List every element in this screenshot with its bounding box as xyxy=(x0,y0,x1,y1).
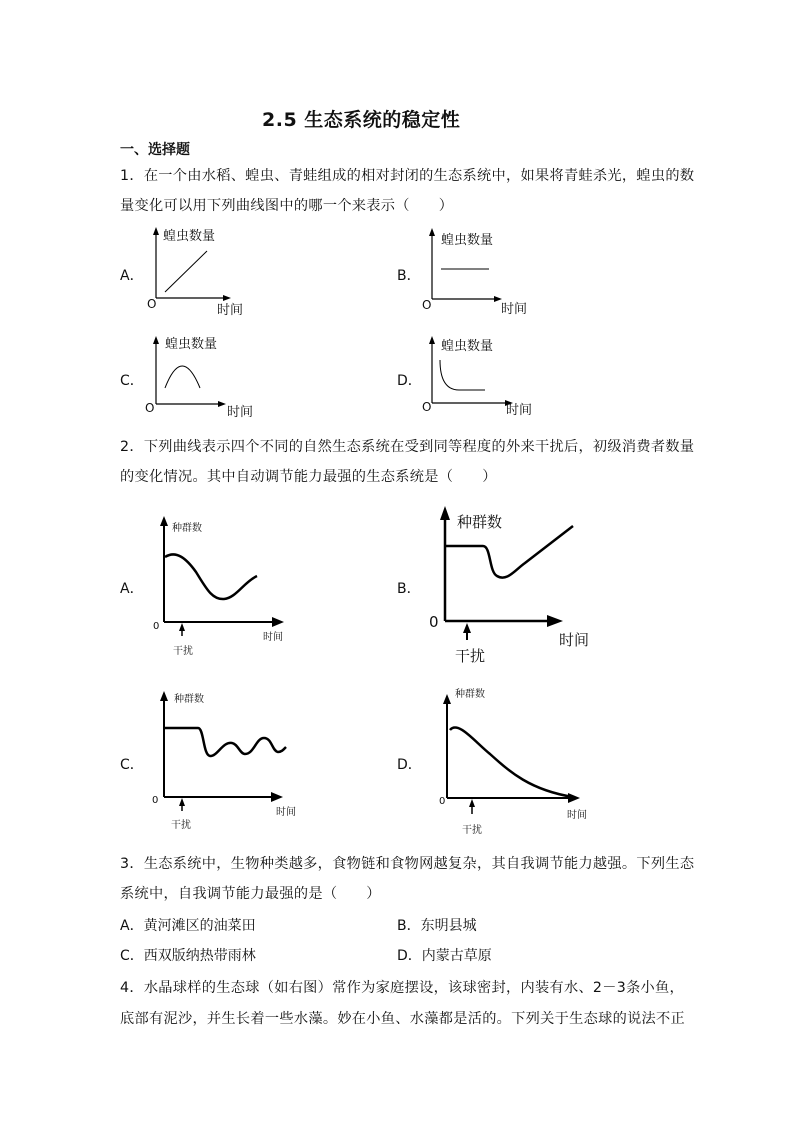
q3-text-line2: 系统中，自我调节能力最强的是（ ） xyxy=(120,886,381,902)
q2-a-curve xyxy=(165,554,257,599)
y-axis-label: 蝗虫数量 xyxy=(163,229,216,244)
q2-graph-a xyxy=(148,510,293,660)
q2-option-b-label: B． xyxy=(397,581,421,597)
q1-text-line2: 量变化可以用下列曲线图中的哪一个来表示（ ） xyxy=(120,198,454,214)
disturb-label: 干扰 xyxy=(171,820,191,831)
q2-graph-b xyxy=(425,500,605,670)
y-axis-label: 蝗虫数量 xyxy=(441,233,494,248)
x-axis-label: 时间 xyxy=(567,810,587,821)
q1-option-c-label: C． xyxy=(120,373,144,389)
q2-option-c-label: C． xyxy=(120,757,144,773)
origin-label: O xyxy=(147,297,157,311)
page-title: 2.5 生态系统的稳定性 xyxy=(262,109,461,131)
section-heading: 一、选择题 xyxy=(120,142,190,158)
q3-option-a: A．黄河滩区的油菜田 xyxy=(120,918,256,934)
q1-c-curve xyxy=(165,366,200,388)
q1-graph-c xyxy=(145,332,260,422)
x-axis-label: 时间 xyxy=(559,631,590,649)
q1-option-a-label: A． xyxy=(120,268,144,284)
x-axis-label: 时间 xyxy=(217,303,244,318)
q2-graph-c xyxy=(148,685,308,835)
x-axis-label: 时间 xyxy=(227,405,254,420)
disturb-label: 干扰 xyxy=(173,646,193,657)
q1-text-line1: 1．在一个由水稻、蝗虫、青蛙组成的相对封闭的生态系统中，如果将青蛙杀光，蝗虫的数 xyxy=(120,168,695,184)
x-axis-label: 时间 xyxy=(263,632,283,643)
y-axis-label: 种群数 xyxy=(172,523,202,534)
x-axis-label: 时间 xyxy=(501,302,528,317)
q1-a-curve xyxy=(165,251,207,292)
q3-option-c: C．西双版纳热带雨林 xyxy=(120,948,256,964)
origin-label: 0 xyxy=(439,796,446,807)
q2-text-line1: 2．下列曲线表示四个不同的自然生态系统在受到同等程度的外来干扰后，初级消费者数量 xyxy=(120,439,695,455)
disturb-label: 干扰 xyxy=(462,825,482,836)
q2-option-d-label: D． xyxy=(397,757,422,773)
y-axis-label: 蝗虫数量 xyxy=(441,339,494,354)
y-axis-label: 种群数 xyxy=(174,694,204,705)
q2-option-a-label: A． xyxy=(120,581,144,597)
q1-option-b-label: B． xyxy=(397,268,421,284)
disturb-label: 干扰 xyxy=(455,647,486,665)
y-axis-label: 种群数 xyxy=(455,689,485,700)
q1-option-d-label: D． xyxy=(397,373,422,389)
q2-c-curve xyxy=(165,728,286,756)
x-axis-label: 时间 xyxy=(276,807,296,818)
q2-d-curve xyxy=(450,727,573,797)
origin-label: 0 xyxy=(153,621,160,632)
q4-text-line1: 4．水晶球样的生态球（如右图）常作为家庭摆设，该球密封，内装有水、2－3条小鱼， xyxy=(120,980,685,996)
q2-b-curve xyxy=(446,526,573,578)
q3-text-line1: 3．生态系统中，生物种类越多，食物链和食物网越复杂，其自我调节能力越强。下列生态 xyxy=(120,856,695,872)
origin-label: O xyxy=(422,400,432,414)
q3-option-d: D．内蒙古草原 xyxy=(397,948,492,964)
q1-graph-b xyxy=(421,226,531,321)
origin-label: 0 xyxy=(429,613,439,631)
y-axis-label: 蝗虫数量 xyxy=(165,337,218,352)
origin-label: O xyxy=(145,401,155,415)
q1-d-curve xyxy=(440,360,485,390)
q4-text-line2: 底部有泥沙，并生长着一些水藻。妙在小鱼、水藻都是活的。下列关于生态球的说法不正 xyxy=(120,1011,686,1027)
x-axis-label: 时间 xyxy=(506,403,533,418)
q3-option-b: B．东明县城 xyxy=(397,918,477,934)
origin-label: O xyxy=(422,298,432,312)
q1-graph-a xyxy=(145,225,255,320)
y-axis-label: 种群数 xyxy=(457,513,503,531)
origin-label: 0 xyxy=(152,795,159,806)
q2-graph-d xyxy=(430,680,600,840)
q1-graph-d xyxy=(421,332,536,422)
q2-text-line2: 的变化情况。其中自动调节能力最强的生态系统是（ ） xyxy=(120,469,497,485)
